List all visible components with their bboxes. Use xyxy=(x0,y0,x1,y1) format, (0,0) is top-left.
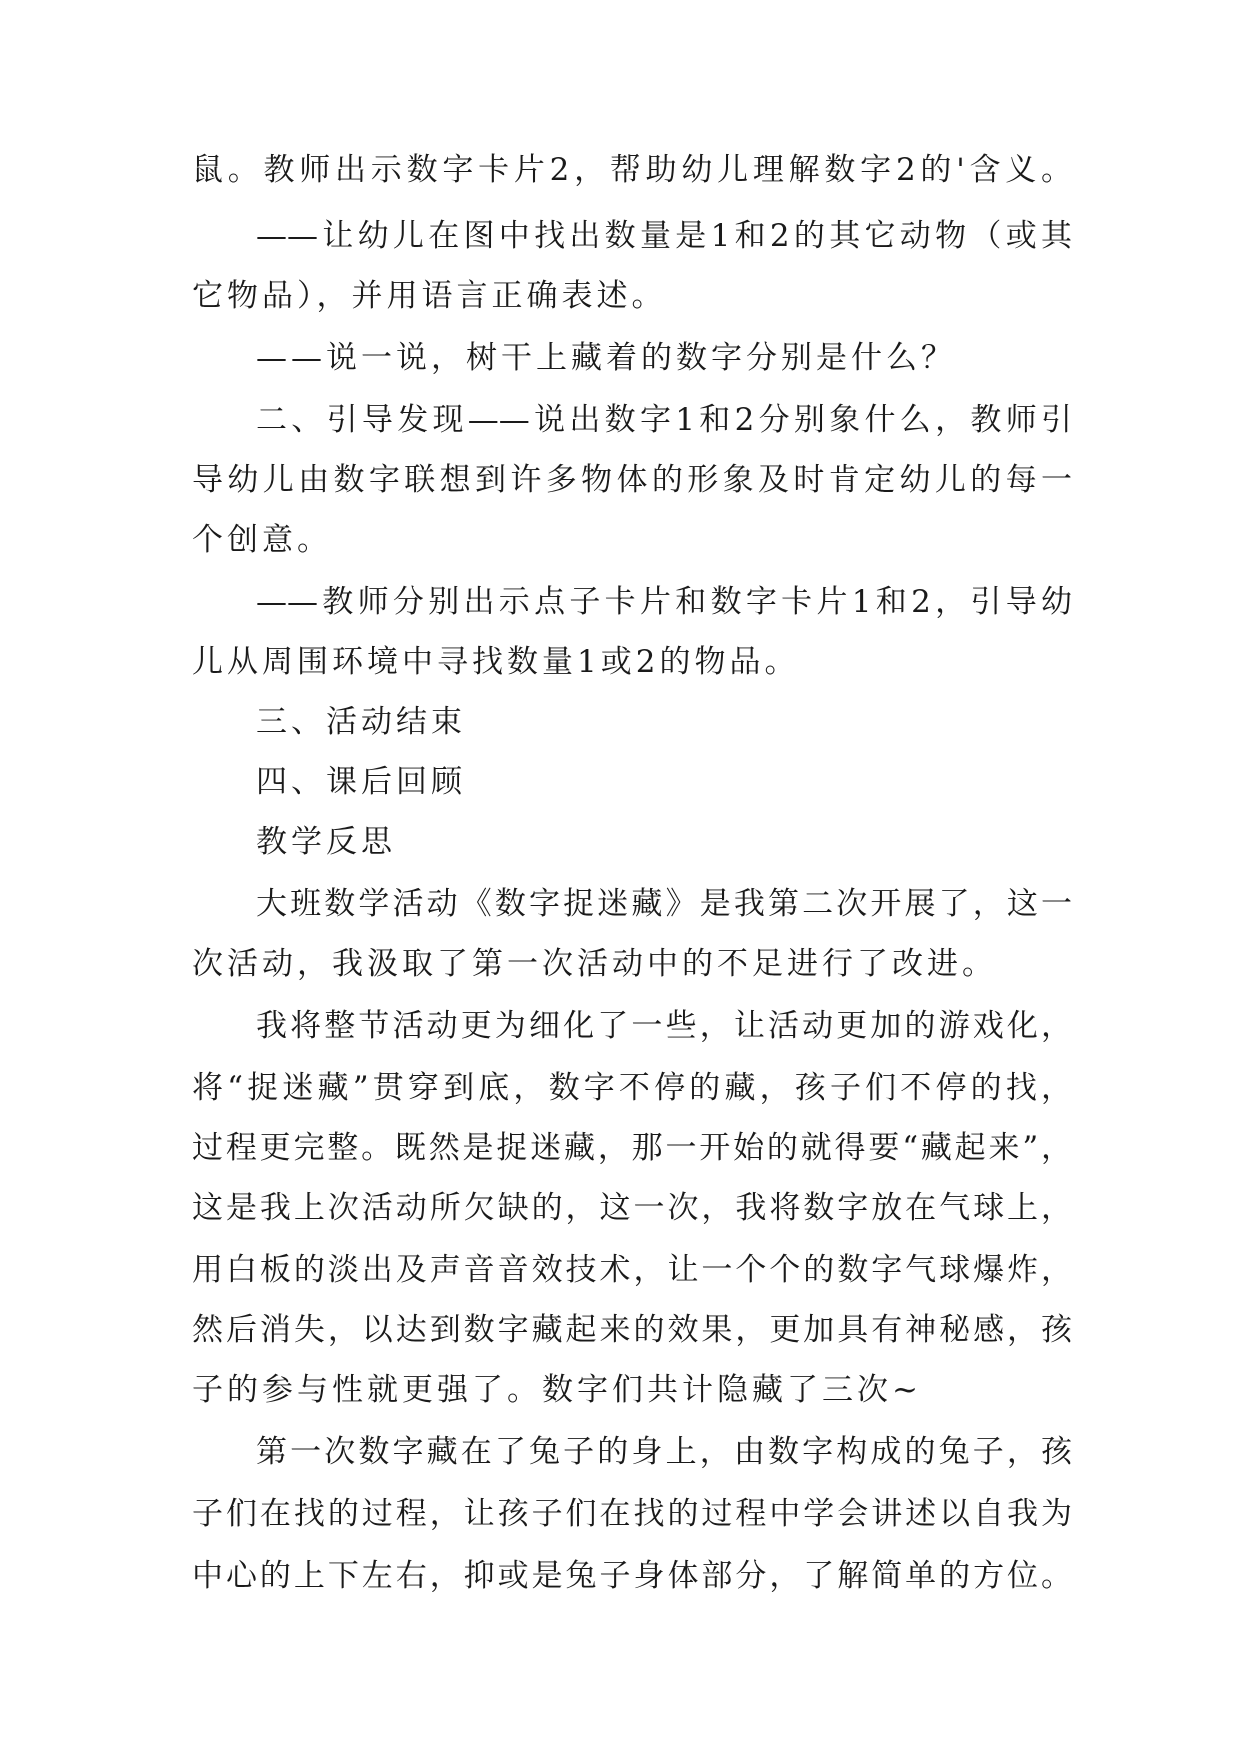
text-line: 过程更完整。既然是捉迷藏，那一开始的就得要“藏起来”， xyxy=(192,1130,1072,1166)
text-line: ——说一说，树干上藏着的数字分别是什么？ xyxy=(256,340,956,376)
text-line: 第一次数字藏在了兔子的身上，由数字构成的兔子，孩 xyxy=(256,1434,1072,1470)
text-line: 子们在找的过程，让孩子们在找的过程中学会讲述以自我为 xyxy=(192,1496,1072,1532)
text-line: 用白板的淡出及声音音效技术，让一个个的数字气球爆炸， xyxy=(192,1252,1072,1288)
text-line: 儿从周围环境中寻找数量1或2的物品。 xyxy=(192,644,800,680)
text-line: 子的参与性就更强了。数字们共计隐藏了三次~ xyxy=(192,1372,922,1408)
section-heading: 教学反思 xyxy=(256,824,396,860)
text-line: 我将整节活动更为细化了一些，让活动更加的游戏化， xyxy=(256,1008,1072,1044)
section-heading: 三、活动结束 xyxy=(256,704,466,740)
text-line: 这是我上次活动所欠缺的，这一次，我将数字放在气球上， xyxy=(192,1190,1072,1226)
text-line: 大班数学活动《数字捉迷藏》是我第二次开展了，这一 xyxy=(256,886,1072,922)
text-line: ——让幼儿在图中找出数量是1和2的其它动物（或其 xyxy=(256,218,1072,254)
text-line: 将“捉迷藏”贯穿到底，数字不停的藏，孩子们不停的找， xyxy=(192,1070,1072,1106)
text-line: 然后消失，以达到数字藏起来的效果，更加具有神秘感，孩 xyxy=(192,1312,1072,1348)
text-line: 中心的上下左右，抑或是兔子身体部分，了解简单的方位。 xyxy=(192,1558,1072,1594)
text-line: 次活动，我汲取了第一次活动中的不足进行了改进。 xyxy=(192,946,997,982)
text-line: 个创意。 xyxy=(192,522,332,558)
text-line: 鼠。教师出示数字卡片2，帮助幼儿理解数字2的'含义。 xyxy=(192,152,1072,188)
text-line: 导幼儿由数字联想到许多物体的形象及时肯定幼儿的每一 xyxy=(192,462,1072,498)
section-heading: 四、课后回顾 xyxy=(256,764,466,800)
text-line: 它物品），并用语言正确表述。 xyxy=(192,278,667,314)
text-line: ——教师分别出示点子卡片和数字卡片1和2，引导幼 xyxy=(256,584,1072,620)
text-line: 二、引导发现——说出数字1和2分别象什么，教师引 xyxy=(256,402,1072,438)
